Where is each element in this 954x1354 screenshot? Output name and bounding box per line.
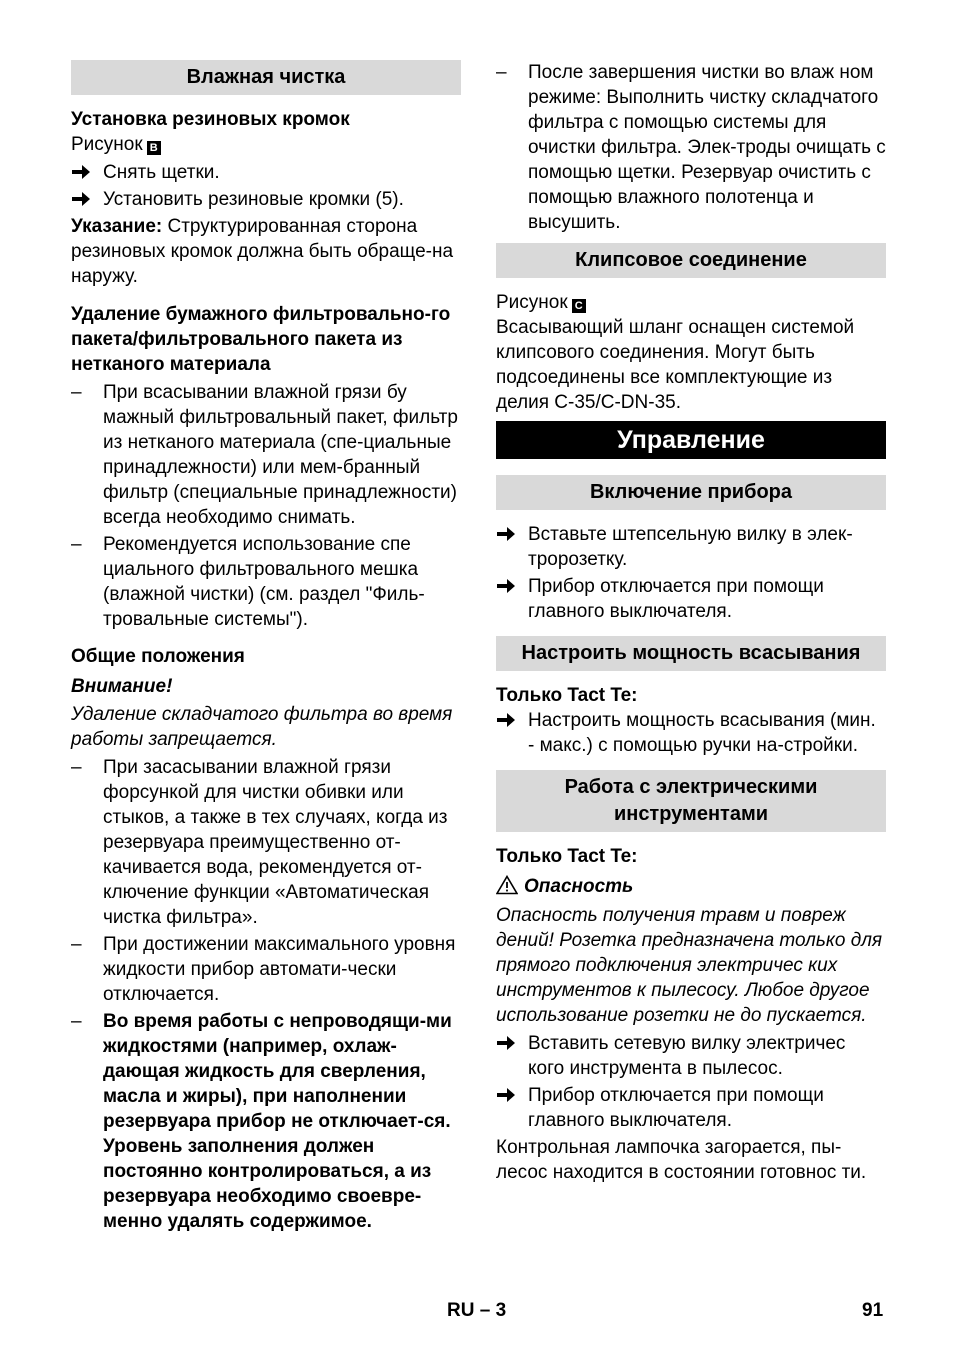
list-item: Настроить мощность всасывания (мин. - макс.) с помощью ручки на-стройки. <box>496 708 886 758</box>
section-title-tools: Работа с электрическими инструментами <box>496 770 886 832</box>
suction-only-label: Только Tact Te: <box>496 685 638 706</box>
list-item: – При достижении максимального уровня жидкости прибор автомати-чески отключается. <box>71 934 456 1005</box>
arrow-right-icon <box>71 160 99 185</box>
general-heading: Общие положения <box>71 646 245 667</box>
list-item: – После завершения чистки во влаж ном режиме: Выполнить чистку складчатого фильтра с помощью системы для очистки фильтра. Элек-троды очищать с помощью щетки. Резервуар очистить с помощью влажного полотенца и высушить. <box>496 62 886 233</box>
main-title-operation: Управление <box>496 421 886 459</box>
removal-heading: Удаление бумажного фильтровально-го пакета/фильтровального пакета из нетканого материала <box>71 304 451 375</box>
attention-text: Удаление складчатого фильтра во время работы запрещается. <box>71 704 453 750</box>
warning-icon <box>496 875 518 895</box>
list-item: Вставьте штепсельную вилку в элек-тророзетку. <box>496 522 886 572</box>
clip-text: Всасывающий шланг оснащен системой клипсового соединения. Могут быть подсоединены все комплектующие из делия C-35/C-DN-35. <box>496 317 855 413</box>
rubber-heading: Установка резиновых кромок <box>71 109 350 130</box>
tools-closing-text: Контрольная лампочка загорается, пы-лесос находится в состоянии готовнос ти. <box>496 1137 867 1183</box>
arrow-right-icon <box>496 708 524 733</box>
arrow-right-icon <box>496 1031 524 1056</box>
danger-text: Опасность получения травм и повреж дений! Розетка предназначена только для прямого подключения электричес ких инструментов к пылесосу. Любое другое использование розетки не до пускается. <box>496 905 883 1026</box>
list-item: Снять щетки. <box>71 160 461 185</box>
footer-section-ref: RU – 3 <box>447 1300 507 1321</box>
figure-b-icon: B <box>147 141 161 155</box>
list-item: Прибор отключается при помощи главного выключателя. <box>496 1083 886 1133</box>
list-item: Установить резиновые кромки (5). <box>71 187 461 212</box>
arrow-right-icon <box>71 187 99 212</box>
arrow-right-icon <box>496 1083 524 1108</box>
section-title-wet-cleaning: Влажная чистка <box>71 60 461 95</box>
left-column <box>71 60 461 1236</box>
list-item: – При всасывании влажной грязи бу мажный фильтровальный пакет, фильтр из нетканого материала (спе-циальные принадлежности) или мем-бранный фильтр (специальные принадлежности) всегда необходимо снимать. <box>71 382 458 528</box>
list-item: – При засасывании влажной грязи форсункой для чистки обивки или стыков, а также в тех случаях, когда из резервуара преимущественно от-качивается вода, рекомендуется от-ключение функции «Автоматическая чистка фильтра». <box>71 757 448 928</box>
rubber-note: Указание: Структурированная сторона резиновых кромок должна быть обраще-на наружу. <box>71 216 454 287</box>
tools-only-label: Только Tact Te: <box>496 846 638 867</box>
list-item: – Рекомендуется использование спе циального фильтровального мешка (влажной чистки) (см. раздел "Филь-тровальные системы"). <box>71 534 425 630</box>
arrow-right-icon <box>496 522 524 547</box>
arrow-right-icon <box>496 574 524 599</box>
section-title-suction: Настроить мощность всасывания <box>496 636 886 671</box>
list-item-warning: – Во время работы с непроводящи-ми жидкостями (например, охлаж-дающая жидкость для сверления, масла и жиры), при наполнении резервуара прибор не отключает-ся. Уровень заполнения должен постоянно контролироваться, а из резервуара необходимо своевре-менно удалять содержимое. <box>71 1011 452 1232</box>
right-column <box>496 60 886 1188</box>
list-item: Прибор отключается при помощи главного выключателя. <box>496 574 886 624</box>
rubber-figure-ref: Рисунок B <box>71 132 461 157</box>
clip-figure-ref: Рисунок C <box>496 290 886 315</box>
section-title-clip: Клипсовое соединение <box>496 243 886 278</box>
section-title-power-on: Включение прибора <box>496 475 886 510</box>
attention-label: Внимание! <box>71 676 173 697</box>
page-number: 91 <box>862 1300 884 1321</box>
danger-label: Опасность <box>496 874 886 899</box>
figure-c-icon: C <box>572 299 586 313</box>
list-item: Вставить сетевую вилку электричес кого инструмента в пылесос. <box>496 1031 886 1081</box>
